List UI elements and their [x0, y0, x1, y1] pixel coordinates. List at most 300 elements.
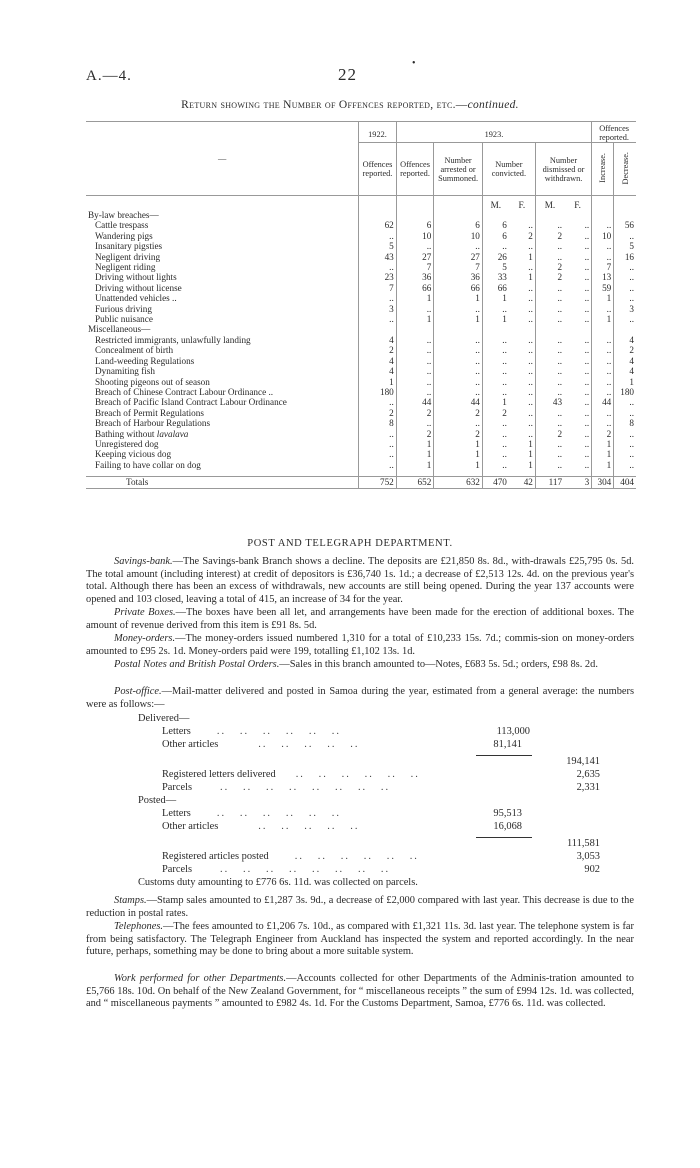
row-label: Public nuisance — [95, 314, 153, 325]
table-cell: .. — [584, 428, 590, 439]
totals-row — [86, 477, 636, 488]
header-1922: 1922. — [359, 122, 397, 143]
mail-sub-p: 111,581 — [567, 838, 600, 849]
totals-cell: 3 — [584, 477, 590, 488]
table-cell: .. — [584, 262, 590, 273]
table-cell: 7 — [396, 262, 434, 272]
table-cell: 1 — [434, 449, 483, 459]
totals-cell: 652 — [396, 477, 434, 488]
table-cell: .. — [434, 387, 483, 397]
table-cell: 26 — [482, 252, 509, 262]
mail-letters: Letters .. .. .. .. .. .. — [162, 726, 341, 737]
caption-main: Return showing the Number of Offences reported, etc.— — [181, 99, 468, 111]
col-dismissed: Number dismissed or withdrawn. — [535, 143, 591, 196]
row-group-heading: By-law breaches— — [88, 210, 159, 220]
table-cell: .. — [528, 220, 533, 231]
table-cell: .. — [584, 438, 590, 449]
table-cell: 2 — [535, 429, 564, 439]
row-group-heading: Miscellaneous— — [88, 324, 151, 335]
table-cell: 6 — [482, 231, 509, 241]
table-cell: .. — [535, 439, 564, 449]
table-cell: .. — [359, 460, 397, 470]
table-cell — [482, 210, 509, 220]
para-tele — [86, 921, 634, 959]
table-cell: 1 — [434, 314, 483, 324]
table-cell: .. — [614, 272, 636, 282]
totals-cell: 470 — [482, 477, 509, 488]
table-cell: .. — [535, 356, 564, 366]
table-cell: .. — [528, 303, 533, 314]
table-cell: .. — [528, 386, 533, 397]
table-row — [86, 345, 636, 355]
table-cell: .. — [614, 408, 636, 418]
table-cell: .. — [592, 220, 614, 230]
table-cell — [564, 324, 592, 334]
row-label-text: Bathing without — [95, 428, 157, 439]
col-reported-1923: Offences reported. — [396, 143, 434, 196]
table-row — [86, 304, 636, 314]
table-cell: .. — [482, 366, 509, 376]
table-cell: 1 — [396, 460, 434, 470]
table-cell: .. — [482, 387, 509, 397]
table-cell: .. — [584, 397, 590, 408]
post-text: —Mail-matter delivered and posted in Samoa during the year, estimated from a general average: the numbers were as follows:— — [86, 686, 634, 710]
table-cell: .. — [528, 407, 533, 418]
table-cell: .. — [434, 241, 483, 251]
table-cell: .. — [528, 345, 533, 356]
table-cell: 1 — [592, 293, 614, 303]
table-row — [86, 429, 636, 439]
table-row — [86, 293, 636, 303]
table-cell: 7 — [592, 262, 614, 272]
mail-customs: Customs duty amounting to £776 6s. 11d. was collected on parcels. — [138, 877, 418, 888]
table-cell: .. — [482, 241, 509, 251]
table-cell — [359, 324, 397, 334]
col-increase: Increase. — [598, 153, 608, 183]
table-cell: .. — [359, 262, 397, 272]
table-cell: .. — [434, 345, 483, 355]
table-cell: .. — [482, 377, 509, 387]
table-cell: 10 — [592, 231, 614, 241]
mail-posted: Posted— — [138, 795, 177, 806]
table-cell: .. — [584, 314, 590, 325]
post-lead: Post-office. — [114, 686, 162, 697]
table-cell: 7 — [359, 283, 397, 293]
postal-lead: Postal Notes and British Postal Orders. — [114, 659, 280, 670]
para-post — [86, 686, 634, 711]
table-cell: 1 — [396, 439, 434, 449]
table-cell: 1 — [528, 459, 533, 470]
money-text: —The money-orders issued numbered 1,310 for a total of £10,233 15s. 7d.; commis-sion on money-orders amounted to £95 2s. 1d. Money-orders paid were 199, totalling £1,102 13s. 1d. — [86, 633, 634, 657]
table-cell: .. — [528, 366, 533, 377]
boxes-lead: Private Boxes. — [114, 607, 176, 618]
table-cell: .. — [614, 314, 636, 324]
row-label: Breach of Pacific Island Contract Labour Ordinance — [95, 397, 287, 408]
table-cell: .. — [614, 397, 636, 407]
table-cell: 2 — [592, 429, 614, 439]
table-cell: .. — [592, 241, 614, 251]
table-cell: .. — [535, 252, 564, 262]
stamps-text: —Stamp sales amounted to £1,287 3s. 9d., a decrease of £2,000 compared with last year. This decrease is due to the reduction in postal rates. — [86, 895, 634, 919]
table-cell: 1 — [359, 377, 397, 387]
savings-lead: Savings-bank. — [114, 556, 173, 567]
table-cell: .. — [614, 460, 636, 470]
table-cell: .. — [535, 335, 564, 345]
table-cell: .. — [614, 449, 636, 459]
table-cell: 2 — [535, 272, 564, 282]
section-title: POST AND TELEGRAPH DEPARTMENT. — [247, 538, 453, 549]
col-decrease-cell — [614, 143, 636, 196]
mail-parcels-label: Parcels — [162, 782, 193, 793]
row-label-italic: lavalava — [156, 428, 189, 439]
table-cell: .. — [359, 293, 397, 303]
sub-f-2: F. — [574, 199, 581, 210]
postal-text: —Sales in this branch amounted to—Notes, £683 5s. 5d.; orders, £98 8s. 2d. — [279, 659, 598, 670]
table-cell: 2 — [482, 408, 509, 418]
table-cell: .. — [535, 314, 564, 324]
table-cell: 1 — [528, 251, 533, 262]
table-cell: 66 — [434, 283, 483, 293]
table-cell: .. — [592, 366, 614, 376]
row-label: Insanitary pigsties — [95, 241, 163, 252]
table-cell: 2 — [434, 429, 483, 439]
table-cell: .. — [614, 231, 636, 241]
table-cell: .. — [592, 387, 614, 397]
table-cell: 44 — [396, 397, 434, 407]
table-cell: 4 — [614, 335, 636, 345]
table-cell: 8 — [359, 418, 397, 428]
table-cell: 3 — [359, 304, 397, 314]
row-label: Furious driving — [95, 303, 152, 314]
table-cell: .. — [535, 460, 564, 470]
table-cell: 6 — [482, 220, 509, 230]
totals-label: Totals — [126, 477, 149, 488]
table-cell: 4 — [614, 356, 636, 366]
table-row — [86, 418, 636, 428]
table-cell: 180 — [614, 387, 636, 397]
money-lead: Money-orders. — [114, 633, 176, 644]
table-row — [86, 324, 636, 334]
mail-other-p: 16,068 — [493, 821, 522, 832]
table-cell: 4 — [359, 356, 397, 366]
table-cell: .. — [535, 366, 564, 376]
row-label: Unattended vehicles .. — [95, 293, 177, 304]
para-boxes — [86, 607, 634, 632]
row-label: Breach of Chinese Contract Labour Ordinance .. — [95, 386, 274, 397]
table-cell: .. — [535, 304, 564, 314]
row-label: Breach of Permit Regulations — [95, 407, 204, 418]
table-cell: 180 — [359, 387, 397, 397]
table-row — [86, 460, 636, 470]
table-cell: .. — [528, 355, 533, 366]
work-lead: Work performed for other Departments. — [114, 973, 287, 984]
table-cell: 1 — [528, 449, 533, 460]
table-cell: .. — [396, 345, 434, 355]
savings-text: —The Savings-bank Branch shows a decline. The deposits are £21,850 8s. 8d., with-drawals £25,795 0s. 5d. The total amount (including interest) at credit of depositors is £36,740 1s. 1d.; a decrease of £2,513 12s. 4d. on the previous year's total. Although there has been an excess of withdrawals, new accounts are still being opened. During the year 137 accounts were opened and 103 closed, leaving a total of 415, an increase of 34 for the year. — [86, 556, 634, 605]
table-cell: 1 — [528, 272, 533, 283]
table-cell: .. — [359, 397, 397, 407]
table-cell: .. — [584, 334, 590, 345]
table-cell: .. — [535, 220, 564, 230]
row-label: Land-weeding Regulations — [95, 355, 195, 366]
mail-other-d: 81,141 — [493, 739, 522, 750]
table-cell: 13 — [592, 272, 614, 282]
row-label: Dynamiting fish — [95, 366, 155, 377]
work-text: —Accounts collected for other Departments of the Adminis-tration amounted to £5,766 18s. 10d. On behalf of the New Zealand Government, for “ miscellaneous receipts ” the sum of £994 12s. 1d. was collected, and “ miscellaneous payments ” amounted to £982 4s. 1d. For the Customs Department, Samoa, £776 6s. 11d. was collected. — [86, 973, 634, 1010]
table-cell — [509, 324, 536, 334]
table-cell — [592, 210, 614, 220]
table-caption — [0, 99, 700, 111]
table-row — [86, 397, 636, 407]
mail-reg-post: Registered articles posted .. .. .. .. .. .. — [162, 851, 419, 862]
table-row — [86, 220, 636, 230]
table-cell: .. — [528, 418, 533, 429]
table-cell: .. — [396, 418, 434, 428]
tele-lead: Telephones. — [114, 921, 163, 932]
table-cell: .. — [434, 377, 483, 387]
table-cell: .. — [535, 387, 564, 397]
table-cell: .. — [434, 335, 483, 345]
para-money — [86, 633, 634, 658]
table-cell: .. — [584, 241, 590, 252]
row-label: Concealment of birth — [95, 345, 174, 356]
table-cell: 1 — [614, 377, 636, 387]
table-cell: 27 — [396, 252, 434, 262]
totals-cell: 42 — [523, 477, 533, 488]
table-row — [86, 387, 636, 397]
table-cell: 2 — [359, 408, 397, 418]
mail-reg-del-v: 2,635 — [576, 769, 600, 780]
boxes-text: —The boxes have been all let, and arrangements have been made for the erection of additional boxes. The amount of revenue derived from this item is £91 8s. 5d. — [86, 607, 635, 631]
tele-text: —The fees amounted to £1,206 7s. 10d., as compared with £1,321 11s. 3d. last year. The telephone system is far from being satisfactory. The Telegraph Engineer from Auckland has inspected the system and reported accordingly. In the near future, perhaps, something may be done to bring about a more suitable system. — [86, 921, 634, 958]
table-cell: 43 — [535, 397, 564, 407]
table-cell: .. — [592, 356, 614, 366]
table-cell: .. — [482, 345, 509, 355]
para-stamps — [86, 895, 634, 920]
totals-cell: 304 — [592, 477, 614, 488]
table-cell: .. — [396, 356, 434, 366]
table-cell: 5 — [359, 241, 397, 251]
mail-letters-posted-label: Letters — [162, 808, 191, 819]
table-cell: 8 — [614, 418, 636, 428]
table-cell: .. — [528, 376, 533, 387]
caption-continued: continued. — [467, 99, 519, 111]
table-cell: .. — [434, 366, 483, 376]
table-cell: 43 — [359, 252, 397, 262]
table-cell: .. — [434, 418, 483, 428]
table-cell: 1 — [482, 397, 509, 407]
table-cell: .. — [584, 251, 590, 262]
table-cell: .. — [396, 241, 434, 251]
table-cell: 2 — [535, 262, 564, 272]
page-number: 22 — [338, 65, 357, 84]
table-cell: .. — [535, 345, 564, 355]
table-cell: 1 — [482, 314, 509, 324]
table-cell: .. — [528, 293, 533, 304]
table-cell: 1 — [482, 293, 509, 303]
table-row — [86, 377, 636, 387]
table-cell: .. — [584, 386, 590, 397]
table-cell: 23 — [359, 272, 397, 282]
table-cell: 4 — [359, 366, 397, 376]
mail-letters-p: 95,513 — [493, 808, 522, 819]
table-cell: .. — [614, 439, 636, 449]
table-cell — [564, 210, 592, 220]
mail-sub-d: 194,141 — [566, 756, 600, 767]
table-cell: 10 — [434, 231, 483, 241]
table-cell: .. — [528, 262, 533, 273]
table-cell — [592, 324, 614, 334]
table-cell: 2 — [396, 408, 434, 418]
table-cell: 44 — [592, 397, 614, 407]
table-row — [86, 283, 636, 293]
totals-cell: 632 — [434, 477, 483, 488]
table-cell: 1 — [434, 460, 483, 470]
row-label — [86, 429, 359, 439]
table-cell: .. — [584, 376, 590, 387]
table-cell: .. — [535, 283, 564, 293]
table-cell: .. — [396, 387, 434, 397]
table-cell: .. — [396, 366, 434, 376]
table-row — [86, 272, 636, 282]
table-cell: .. — [584, 366, 590, 377]
table-row — [86, 262, 636, 272]
mail-letters-label: Letters — [162, 726, 191, 737]
totals-cell: 117 — [535, 477, 564, 488]
totals-cell: 404 — [614, 477, 636, 488]
mail-other: Other articles .. .. .. .. .. — [162, 739, 360, 750]
table-cell: 6 — [434, 220, 483, 230]
table-cell: 4 — [614, 366, 636, 376]
mail-parcels-posted: Parcels .. .. .. .. .. .. .. .. — [162, 864, 391, 875]
table-cell: .. — [535, 293, 564, 303]
mail-other-posted: Other articles .. .. .. .. .. — [162, 821, 360, 832]
sub-f: F. — [518, 199, 526, 210]
table-cell: .. — [584, 407, 590, 418]
rule-1 — [476, 755, 532, 756]
table-cell: 2 — [359, 345, 397, 355]
table-cell — [614, 210, 636, 220]
table-cell: .. — [396, 377, 434, 387]
table-cell — [396, 210, 434, 220]
table-cell: .. — [592, 335, 614, 345]
table-cell: .. — [482, 418, 509, 428]
table-cell: .. — [482, 460, 509, 470]
table-cell: .. — [482, 356, 509, 366]
table-cell: .. — [592, 377, 614, 387]
header-1923: 1923. — [396, 122, 591, 143]
table-row — [86, 408, 636, 418]
table-cell: .. — [359, 429, 397, 439]
col-convicted: Number convicted. — [482, 143, 535, 196]
totals-cell: 752 — [359, 477, 397, 488]
table-cell: .. — [584, 282, 590, 293]
mail-parcels-d: 2,331 — [576, 782, 600, 793]
table-cell: 10 — [396, 231, 434, 241]
sub-m: M. — [482, 196, 509, 211]
table-cell — [434, 324, 483, 334]
row-label: Unregistered dog — [95, 438, 159, 449]
table-cell: .. — [528, 334, 533, 345]
table-row — [86, 366, 636, 376]
table-row — [86, 356, 636, 366]
col-increase-cell — [592, 143, 614, 196]
row-label: Restricted immigrants, unlawfully landing — [95, 334, 251, 345]
col-arrested: Number arrested or Summoned. — [434, 143, 483, 196]
table-cell: 1 — [592, 439, 614, 449]
table-cell: .. — [592, 252, 614, 262]
mail-reg-del-label: Registered letters delivered — [162, 769, 276, 780]
table-cell: 16 — [614, 252, 636, 262]
table-cell: 1 — [396, 293, 434, 303]
table-cell: 27 — [434, 252, 483, 262]
table-cell: .. — [592, 418, 614, 428]
table-cell: .. — [359, 439, 397, 449]
table-cell: .. — [359, 314, 397, 324]
table-cell — [396, 324, 434, 334]
table-cell: 1 — [396, 449, 434, 459]
table-cell: .. — [584, 220, 590, 231]
table-cell: .. — [535, 449, 564, 459]
table-cell — [535, 324, 564, 334]
table-cell: .. — [584, 345, 590, 356]
table-cell: 36 — [434, 272, 483, 282]
table-row — [86, 252, 636, 262]
para-savings — [86, 556, 634, 606]
table-cell: .. — [359, 231, 397, 241]
table-cell: 62 — [359, 220, 397, 230]
row-label: Driving without license — [95, 282, 182, 293]
mail-parcels-posted-label: Parcels — [162, 864, 193, 875]
table-cell: 1 — [528, 438, 533, 449]
mail-other-label: Other articles — [162, 739, 219, 750]
table-cell: .. — [535, 241, 564, 251]
row-label: Negligent riding — [95, 262, 156, 273]
table-cell: 3 — [614, 304, 636, 314]
table-cell: .. — [482, 449, 509, 459]
para-postal — [86, 659, 634, 672]
row-label: Negligent driving — [95, 251, 161, 262]
table-cell: .. — [396, 304, 434, 314]
table-cell — [434, 210, 483, 220]
table-cell: .. — [482, 429, 509, 439]
table-cell: .. — [434, 304, 483, 314]
table-cell: .. — [584, 418, 590, 429]
table-cell: 1 — [434, 439, 483, 449]
table-cell: 4 — [359, 335, 397, 345]
table-cell: .. — [528, 314, 533, 325]
table-cell: .. — [359, 449, 397, 459]
table-cell — [535, 210, 564, 220]
table-cell: 36 — [396, 272, 434, 282]
table-cell: .. — [528, 397, 533, 408]
table-cell: 2 — [528, 230, 533, 241]
table-cell: .. — [592, 408, 614, 418]
mail-letters-d: 113,000 — [496, 726, 530, 737]
sub-m-2: M. — [535, 196, 564, 211]
table-cell: .. — [396, 335, 434, 345]
row-label: Failing to have collar on dog — [95, 459, 201, 470]
table-row — [86, 449, 636, 459]
table-cell: .. — [584, 355, 590, 366]
table-cell: 5 — [482, 262, 509, 272]
table-cell: .. — [614, 283, 636, 293]
table-cell: .. — [584, 272, 590, 283]
table-row — [86, 439, 636, 449]
table-cell: 1 — [592, 460, 614, 470]
table-cell: .. — [584, 293, 590, 304]
table-cell: 1 — [592, 449, 614, 459]
